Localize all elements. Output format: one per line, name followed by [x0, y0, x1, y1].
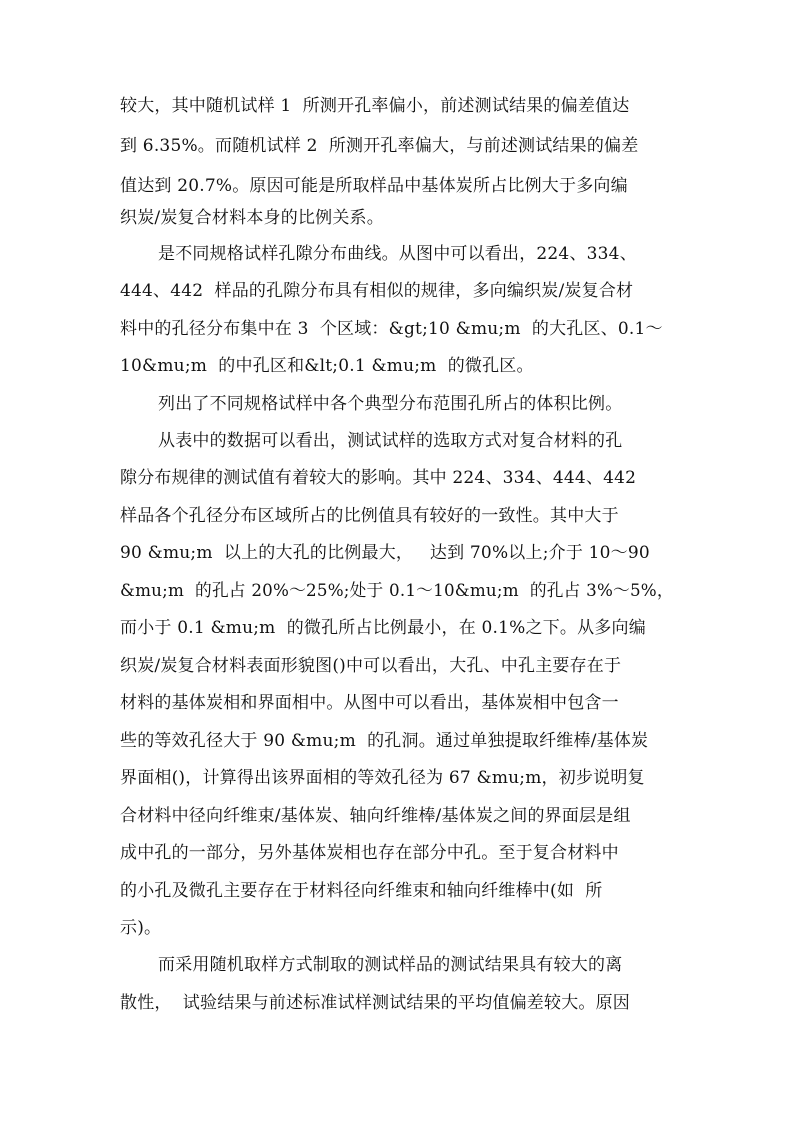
text-line: 的小孔及微孔主要存在于材料径向纤维束和轴向纤维棒中(如 所: [120, 881, 603, 901]
text-line: 界面相()，计算得出该界面相的等效孔径为 67 &mu;m，初步说明复: [120, 768, 645, 788]
text-line: 隙分布规律的测试值有着较大的影响。其中 224、334、444、442: [120, 468, 637, 488]
text-line: 示)。: [120, 918, 162, 938]
text-line: 到 6.35%。而随机试样 2 所测开孔率偏大，与前述测试结果的偏差: [120, 136, 639, 156]
text-line: &mu;m 的孔占 20%～25%;处于 0.1～10&mu;m 的孔占 3%～5%，: [120, 581, 674, 601]
text-line: 合材料中径向纤维束/基体炭、轴向纤维棒/基体炭之间的界面层是组: [120, 806, 631, 826]
text-line: 而采用随机取样方式制取的测试样品的测试结果具有较大的离: [158, 955, 623, 975]
text-line: 散性， 试验结果与前述标准试样测试结果的平均值偏差较大。原因: [120, 993, 631, 1013]
text-line: 444、442 样品的孔隙分布具有相似的规律，多向编织炭/炭复合材: [120, 281, 634, 301]
text-line: 列出了不同规格试样中各个典型分布范围孔所占的体积比例。: [158, 394, 623, 414]
text-line: 值达到 20.7%。原因可能是所取样品中基体炭所占比例大于多向编: [120, 176, 628, 196]
text-line: 样品各个孔径分布区域所占的比例值具有较好的一致性。其中大于: [120, 506, 619, 526]
text-line: 90 &mu;m 以上的大孔的比例最大， 达到 70%以上;介于 10～90: [120, 543, 650, 563]
text-line: 而小于 0.1 &mu;m 的微孔所占比例最小，在 0.1%之下。从多向编: [120, 618, 646, 638]
text-line: 些的等效孔径大于 90 &mu;m 的孔洞。通过单独提取纤维棒/基体炭: [120, 731, 649, 751]
text-line: 较大，其中随机试样 1 所测开孔率偏小，前述测试结果的偏差值达: [120, 96, 630, 116]
text-line: 10&mu;m 的中孔区和&lt;0.1 &mu;m 的微孔区。: [120, 356, 534, 376]
text-line: 材料的基体炭相和界面相中。从图中可以看出，基体炭相中包含一: [120, 693, 619, 713]
text-line: 织炭/炭复合材料本身的比例关系。: [120, 208, 384, 228]
text-line: 从表中的数据可以看出，测试试样的选取方式对复合材料的孔: [158, 431, 623, 451]
text-line: 成中孔的一部分，另外基体炭相也存在部分中孔。至于复合材料中: [120, 843, 619, 863]
text-line: 织炭/炭复合材料表面形貌图()中可以看出，大孔、中孔主要存在于: [120, 656, 622, 676]
text-line: 料中的孔径分布集中在 3 个区域：&gt;10 &mu;m 的大孔区、0.1～: [120, 319, 663, 339]
text-line: 是不同规格试样孔隙分布曲线。从图中可以看出，224、334、: [158, 244, 637, 264]
